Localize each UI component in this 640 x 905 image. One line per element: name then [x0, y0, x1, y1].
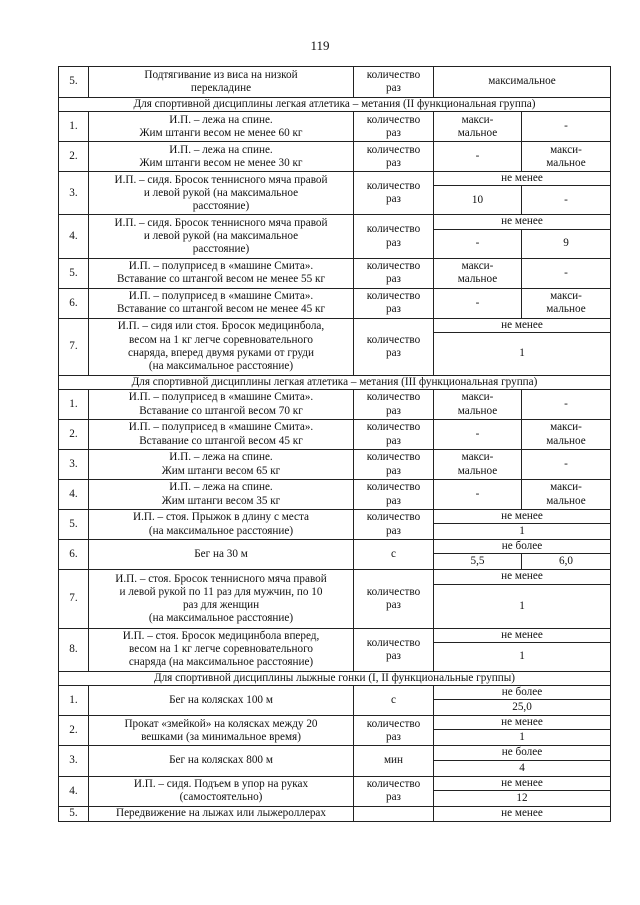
norm-value-left: - — [434, 480, 522, 510]
exercise-cell: Бег на колясках 100 м — [89, 686, 354, 716]
exercise-cell: И.П. – сидя. Бросок теннисного мяча правой и левой рукой (на максимальное расстояние) — [89, 215, 354, 258]
table-row — [59, 112, 611, 142]
unit-cell: количество раз — [354, 258, 434, 288]
norm-value-left: макси- мальное — [434, 390, 522, 420]
norm-value-left: - — [434, 288, 522, 318]
row-number: 4. — [59, 776, 89, 806]
norm-value-right: - — [522, 186, 611, 215]
unit-cell: количество раз — [354, 716, 434, 746]
row-number: 7. — [59, 318, 89, 375]
exercise-cell: И.П. – лежа на спине. Жим штанги весом не менее 60 кг — [89, 112, 354, 142]
exercise-cell: И.П. – сидя. Бросок теннисного мяча правой и левой рукой (на максимальное расстояние) — [89, 172, 354, 215]
table-row — [59, 570, 611, 584]
row-number: 3. — [59, 172, 89, 215]
table-row — [59, 288, 611, 318]
norm-value: 1 — [434, 730, 611, 746]
table-row — [59, 628, 611, 642]
norm-value-right: макси- мальное — [522, 480, 611, 510]
row-number: 6. — [59, 540, 89, 570]
exercise-cell: И.П. – полуприсед в «машине Смита». Вставание со штангой весом 70 кг — [89, 390, 354, 420]
unit-cell: количество раз — [354, 450, 434, 480]
row-number: 7. — [59, 570, 89, 628]
exercise-cell: И.П. – полуприсед в «машине Смита». Вставание со штангой весом не менее 55 кг — [89, 258, 354, 288]
table-row — [59, 716, 611, 730]
norm-value-left: 10 — [434, 186, 522, 215]
norm-value-right: - — [522, 112, 611, 142]
unit-cell: количество раз — [354, 390, 434, 420]
norm-value: 4 — [434, 760, 611, 776]
unit-cell: количество раз — [354, 288, 434, 318]
section-row — [59, 375, 611, 389]
table-row — [59, 258, 611, 288]
row-number: 3. — [59, 746, 89, 776]
norm-value: 1 — [434, 584, 611, 628]
table-row — [59, 67, 611, 98]
norm-header: не более — [434, 686, 611, 700]
unit-cell: количество раз — [354, 112, 434, 142]
exercise-cell: И.П. – стоя. Бросок теннисного мяча правой и левой рукой по 11 раз для мужчин, по 10 раз для женщин (на максимальное расстояние) — [89, 570, 354, 628]
table-row — [59, 480, 611, 510]
norm-header: не более — [434, 746, 611, 760]
norm-header: не менее — [434, 215, 611, 229]
unit-cell: количество раз — [354, 776, 434, 806]
table-row — [59, 390, 611, 420]
row-number: 4. — [59, 215, 89, 258]
unit-cell: с — [354, 686, 434, 716]
norm-value-right: макси- мальное — [522, 288, 611, 318]
norm-header: не менее — [434, 716, 611, 730]
row-number: 5. — [59, 67, 89, 98]
norm-value-left: - — [434, 142, 522, 172]
norm-header: не менее — [434, 172, 611, 186]
exercise-cell: И.П. – полуприсед в «машине Смита». Вставание со штангой весом не менее 45 кг — [89, 288, 354, 318]
norm-value-left: макси- мальное — [434, 112, 522, 142]
row-number: 2. — [59, 142, 89, 172]
exercise-cell: Бег на колясках 800 м — [89, 746, 354, 776]
table-row — [59, 142, 611, 172]
unit-cell: мин — [354, 746, 434, 776]
norm-value: 25,0 — [434, 700, 611, 716]
exercise-cell: И.П. – лежа на спине. Жим штанги весом 65 кг — [89, 450, 354, 480]
norm-header: не менее — [434, 776, 611, 790]
unit-cell: количество раз — [354, 318, 434, 375]
row-number: 4. — [59, 480, 89, 510]
unit-cell: количество раз — [354, 172, 434, 215]
norm-value-left: - — [434, 420, 522, 450]
unit-cell — [354, 806, 434, 821]
norm-value-right: макси- мальное — [522, 420, 611, 450]
norm-header: не более — [434, 540, 611, 554]
norm-value-right: 6,0 — [522, 554, 611, 570]
unit-cell: количество раз — [354, 510, 434, 540]
row-number: 2. — [59, 716, 89, 746]
row-number: 5. — [59, 510, 89, 540]
exercise-cell: И.П. – сидя. Подъем в упор на руках (самостоятельно) — [89, 776, 354, 806]
exercise-cell: И.П. – полуприсед в «машине Смита». Вставание со штангой весом 45 кг — [89, 420, 354, 450]
table-row — [59, 450, 611, 480]
exercise-cell: Бег на 30 м — [89, 540, 354, 570]
exercise-cell: И.П. – сидя или стоя. Бросок медицинбола, весом на 1 кг легче соревновательного снаряда, вперед двумя руками от груди (на максимальное расстояние) — [89, 318, 354, 375]
unit-cell: с — [354, 540, 434, 570]
table-row — [59, 172, 611, 186]
norm-header: не менее — [434, 570, 611, 584]
table-row — [59, 746, 611, 760]
unit-cell: количество раз — [354, 480, 434, 510]
unit-cell: количество раз — [354, 570, 434, 628]
row-number: 1. — [59, 390, 89, 420]
page-number: 119 — [310, 38, 330, 53]
norm-value-left: макси- мальное — [434, 450, 522, 480]
row-number: 5. — [59, 806, 89, 821]
table-row — [59, 420, 611, 450]
norm-header: не менее — [434, 628, 611, 642]
norm-value-right: 9 — [522, 229, 611, 258]
row-number: 1. — [59, 686, 89, 716]
norm-value-right: макси- мальное — [522, 142, 611, 172]
unit-cell: количество раз — [354, 215, 434, 258]
table-row — [59, 318, 611, 332]
unit-cell: количество раз — [354, 67, 434, 98]
row-number: 6. — [59, 288, 89, 318]
row-number: 2. — [59, 420, 89, 450]
norm-header: не менее — [434, 510, 611, 524]
unit-cell: количество раз — [354, 420, 434, 450]
table-row — [59, 540, 611, 554]
table-row — [59, 686, 611, 700]
exercise-cell: Подтягивание из виса на низкой перекладине — [89, 67, 354, 98]
norm-value: 1 — [434, 524, 611, 540]
norm-value: 1 — [434, 332, 611, 375]
norm-value-left: макси- мальное — [434, 258, 522, 288]
exercise-cell: Прокат «змейкой» на колясках между 20 вешками (за минимальное время) — [89, 716, 354, 746]
norm-value: максимальное — [434, 67, 611, 98]
norm-value: не менее — [434, 806, 611, 821]
norms-table — [58, 66, 611, 822]
norm-value: 1 — [434, 642, 611, 671]
exercise-cell: И.П. – лежа на спине. Жим штанги весом 35 кг — [89, 480, 354, 510]
exercise-cell: И.П. – стоя. Бросок медицинбола вперед, весом на 1 кг легче соревновательного снаряда (на максимальное расстояние) — [89, 628, 354, 671]
norm-value-left: - — [434, 229, 522, 258]
unit-cell: количество раз — [354, 142, 434, 172]
norm-value-left: 5,5 — [434, 554, 522, 570]
norm-value-right: - — [522, 450, 611, 480]
section-title: Для спортивной дисциплины лыжные гонки (I, II функциональные группы) — [59, 671, 611, 685]
exercise-cell: И.П. – стоя. Прыжок в длину с места (на максимальное расстояние) — [89, 510, 354, 540]
section-title: Для спортивной дисциплины легкая атлетика – метания (II функциональная группа) — [59, 98, 611, 112]
row-number: 1. — [59, 112, 89, 142]
section-title: Для спортивной дисциплины легкая атлетика – метания (III функциональная группа) — [59, 375, 611, 389]
norm-value-right: - — [522, 258, 611, 288]
row-number: 5. — [59, 258, 89, 288]
exercise-cell: И.П. – лежа на спине. Жим штанги весом не менее 30 кг — [89, 142, 354, 172]
table-row — [59, 215, 611, 229]
row-number: 8. — [59, 628, 89, 671]
norm-header: не менее — [434, 318, 611, 332]
exercise-cell: Передвижение на лыжах или лыжероллерах — [89, 806, 354, 821]
table-row — [59, 510, 611, 524]
norm-value-right: - — [522, 390, 611, 420]
section-row — [59, 671, 611, 685]
section-row — [59, 98, 611, 112]
norm-value: 12 — [434, 790, 611, 806]
unit-cell: количество раз — [354, 628, 434, 671]
table-row — [59, 776, 611, 790]
table-row — [59, 806, 611, 821]
row-number: 3. — [59, 450, 89, 480]
